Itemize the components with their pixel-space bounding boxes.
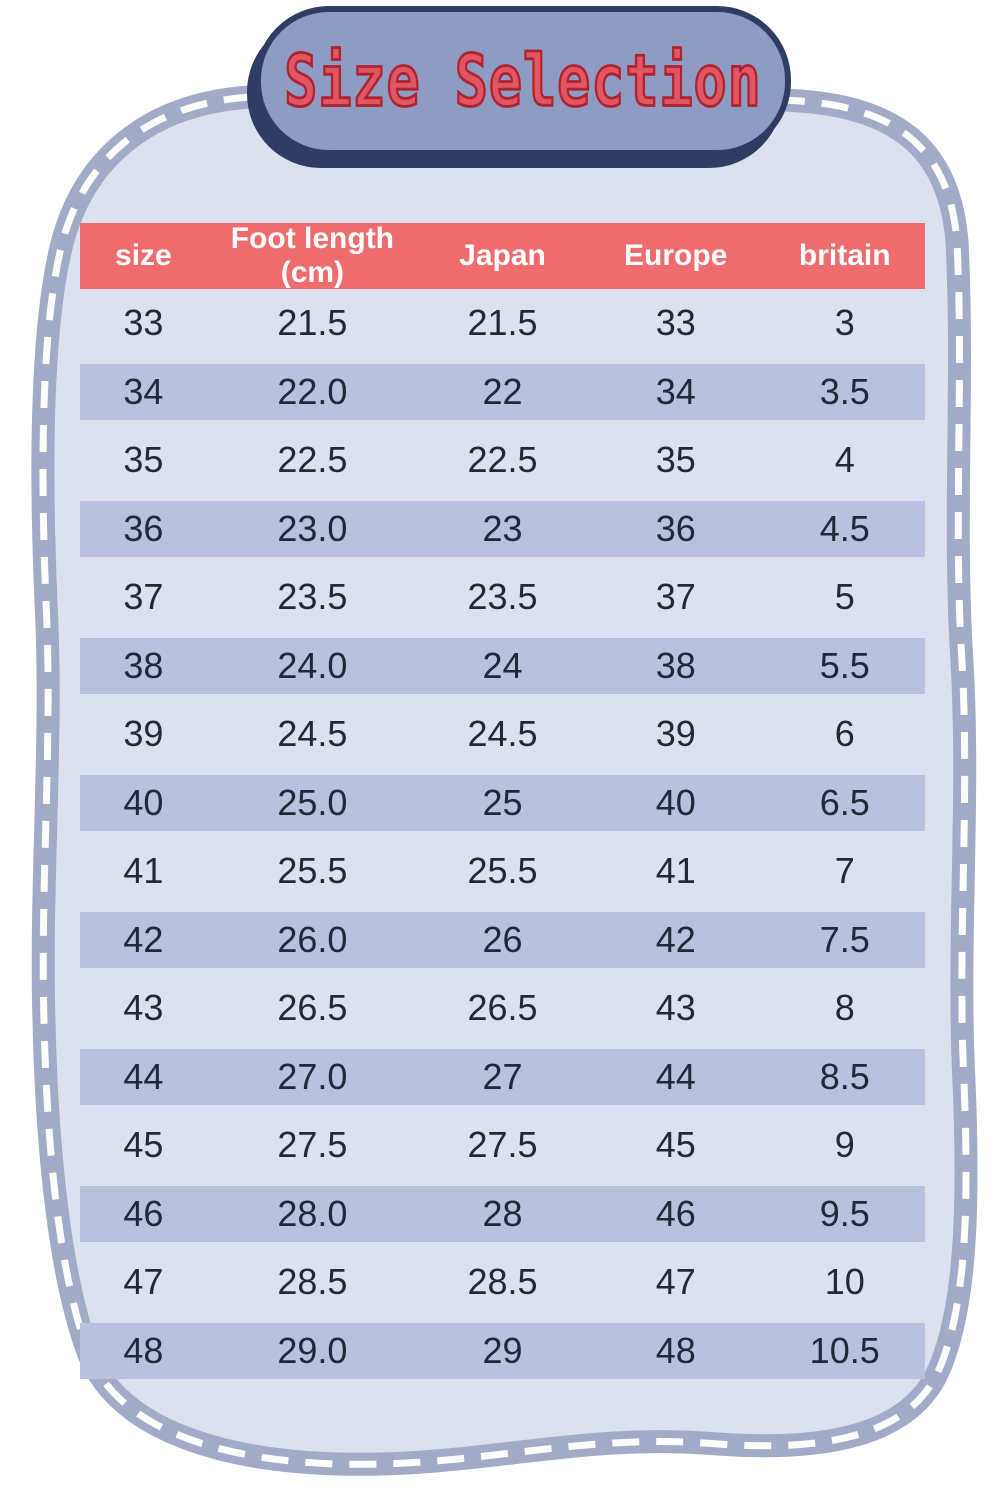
table-cell: 46 [655,1192,696,1234]
table-cell: 33 [123,302,164,344]
table-row [80,1043,925,1112]
table-cell: 36 [123,507,164,549]
column-header: Foot length (cm) [230,222,395,289]
table-cell: 22 [482,370,523,412]
table-cell: 39 [123,713,164,755]
table-cell: 4 [834,439,855,481]
table-cell: 3 [834,302,855,344]
table-cell: 27.0 [277,1055,348,1097]
table-cell: 24 [482,644,523,686]
table-cell: 26 [482,918,523,960]
table-cell: 28 [482,1192,523,1234]
table-cell: 24.0 [277,644,348,686]
table-cell: 26.0 [277,918,348,960]
table-cell: 34 [123,370,164,412]
table-cell: 24.5 [277,713,348,755]
table-row [80,1248,925,1317]
table-cell: 23 [482,507,523,549]
table-row [80,700,925,769]
column-header: britain [798,239,891,272]
table-cell: 40 [655,781,696,823]
table-cell: 22.0 [277,370,348,412]
table-cell: 22.5 [467,439,538,481]
table-cell: 35 [123,439,164,481]
table-cell: 7.5 [819,918,870,960]
table-row [80,495,925,564]
table-cell: 38 [123,644,164,686]
table-cell: 5 [834,576,855,618]
table-cell: 40 [123,781,164,823]
table-cell: 37 [655,576,696,618]
table-cell: 42 [123,918,164,960]
size-table [80,223,925,1385]
table-cell: 10 [824,1261,865,1303]
table-cell: 7 [834,850,855,892]
table-cell: 21.5 [467,302,538,344]
table-cell: 36 [655,507,696,549]
table-cell: 10.5 [809,1329,880,1371]
table-row [80,426,925,495]
table-row [80,974,925,1043]
table-cell: 25.5 [467,850,538,892]
table-cell: 8 [834,987,855,1029]
table-cell: 45 [123,1124,164,1166]
table-row [80,1111,925,1180]
table-cell: 39 [655,713,696,755]
table-cell: 25.0 [277,781,348,823]
table-cell: 21.5 [277,302,348,344]
table-cell: 42 [655,918,696,960]
table-header-row [80,223,925,289]
title-badge [255,6,791,156]
column-header: size [115,239,172,272]
table-cell: 47 [123,1261,164,1303]
table-row [80,906,925,975]
table-cell: 41 [123,850,164,892]
table-cell: 28.5 [277,1261,348,1303]
table-cell: 43 [123,987,164,1029]
table-cell: 34 [655,370,696,412]
table-cell: 26.5 [277,987,348,1029]
table-cell: 5.5 [819,644,870,686]
table-body [80,289,925,1385]
table-cell: 44 [655,1055,696,1097]
table-row [80,358,925,427]
table-cell: 29 [482,1329,523,1371]
table-cell: 3.5 [819,370,870,412]
table-row [80,289,925,358]
table-row [80,1317,925,1386]
table-cell: 25.5 [277,850,348,892]
table-cell: 35 [655,439,696,481]
table-cell: 6.5 [819,781,870,823]
table-row [80,632,925,701]
table-cell: 48 [655,1329,696,1371]
table-row [80,837,925,906]
table-cell: 9 [834,1124,855,1166]
table-cell: 41 [655,850,696,892]
table-cell: 22.5 [277,439,348,481]
table-cell: 47 [655,1261,696,1303]
table-row [80,563,925,632]
table-cell: 27 [482,1055,523,1097]
table-cell: 6 [834,713,855,755]
table-cell: 27.5 [467,1124,538,1166]
table-cell: 28.5 [467,1261,538,1303]
table-cell: 33 [655,302,696,344]
table-cell: 4.5 [819,507,870,549]
table-cell: 45 [655,1124,696,1166]
column-header: Europe [624,239,728,272]
table-cell: 23.5 [277,576,348,618]
table-cell: 24.5 [467,713,538,755]
table-cell: 44 [123,1055,164,1097]
table-cell: 37 [123,576,164,618]
table-cell: 27.5 [277,1124,348,1166]
table-row [80,1180,925,1249]
table-cell: 29.0 [277,1329,348,1371]
table-cell: 23.5 [467,576,538,618]
table-cell: 26.5 [467,987,538,1029]
table-cell: 38 [655,644,696,686]
table-cell: 23.0 [277,507,348,549]
table-cell: 28.0 [277,1192,348,1234]
table-cell: 46 [123,1192,164,1234]
table-cell: 48 [123,1329,164,1371]
table-cell: 43 [655,987,696,1029]
table-cell: 8.5 [819,1055,870,1097]
table-cell: 25 [482,781,523,823]
table-cell: 9.5 [819,1192,870,1234]
page-title: Size Selection [284,39,762,123]
column-header: Japan [459,239,546,272]
table-row [80,769,925,838]
